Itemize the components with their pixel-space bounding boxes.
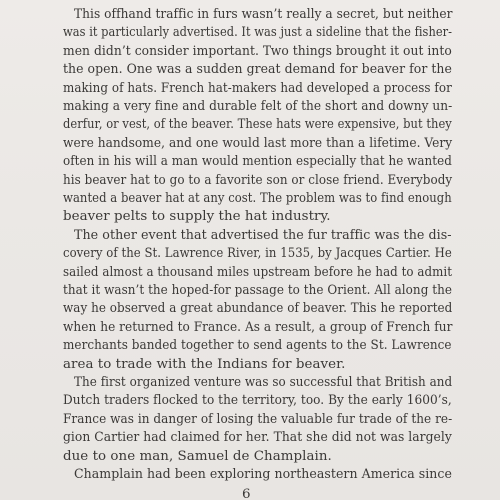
text-line: men didn’t consider important. Two things brought it out into (63, 43, 452, 59)
text-line: France was in danger of losing the valuable fur trade of the re- (63, 411, 453, 427)
text-line: sailed almost a thousand miles upstream before he had to admit (63, 264, 453, 280)
text-line: that it wasn’t the hoped-for passage to the Orient. All along the (63, 283, 452, 298)
text-line: making a very fine and durable felt of the short and downy un- (63, 99, 453, 114)
text-line: wanted a beaver hat at any cost. The problem was to find enough (63, 191, 452, 206)
text-line: This offhand traffic in furs wasn’t really a secret, but neither (74, 7, 453, 22)
text-line: often in his will a man would mention especially that he wanted (63, 154, 452, 170)
text-line: beaver pelts to supply the hat industry. (63, 209, 331, 225)
page-number: 6 (242, 487, 251, 500)
text-line: Champlain had been exploring northeastern America since (74, 467, 452, 482)
text-line: was it particularly advertised. It was just a sideline that the fisher- (63, 25, 452, 41)
text-line: The first organized venture was so successful that British and (74, 375, 453, 390)
text-line: the open. One was a sudden great demand for beaver for the (63, 62, 452, 78)
text-line: his beaver hat to go to a favorite son or close friend. Everybody (63, 172, 453, 188)
text-line: Dutch traders flocked to the territory, too. By the early 1600’s, (63, 393, 452, 409)
text-line: covery of the St. Lawrence River, in 1535, by Jacques Cartier. He (63, 246, 452, 262)
text-line: way he observed a great abundance of beaver. This he reported (63, 301, 453, 317)
text-line: merchants banded together to send agents to the St. Lawrence (63, 338, 452, 354)
text-line: due to one man, Samuel de Champlain. (63, 448, 332, 464)
text-line: The other event that advertised the fur traffic was the dis- (74, 227, 452, 243)
text-line: derfur, or vest, of the beaver. These hats were expensive, but they (63, 117, 452, 133)
text-line: area to trade with the Indians for beaver. (63, 356, 346, 372)
text-line: making of hats. French hat-makers had developed a process for (63, 80, 452, 96)
text-line: when he returned to France. As a result, a group of French fur (63, 319, 453, 335)
text-line: gion Cartier had claimed for her. That she did not was largely (63, 430, 452, 446)
text-line: were handsome, and one would last more than a lifetime. Very (63, 135, 453, 151)
